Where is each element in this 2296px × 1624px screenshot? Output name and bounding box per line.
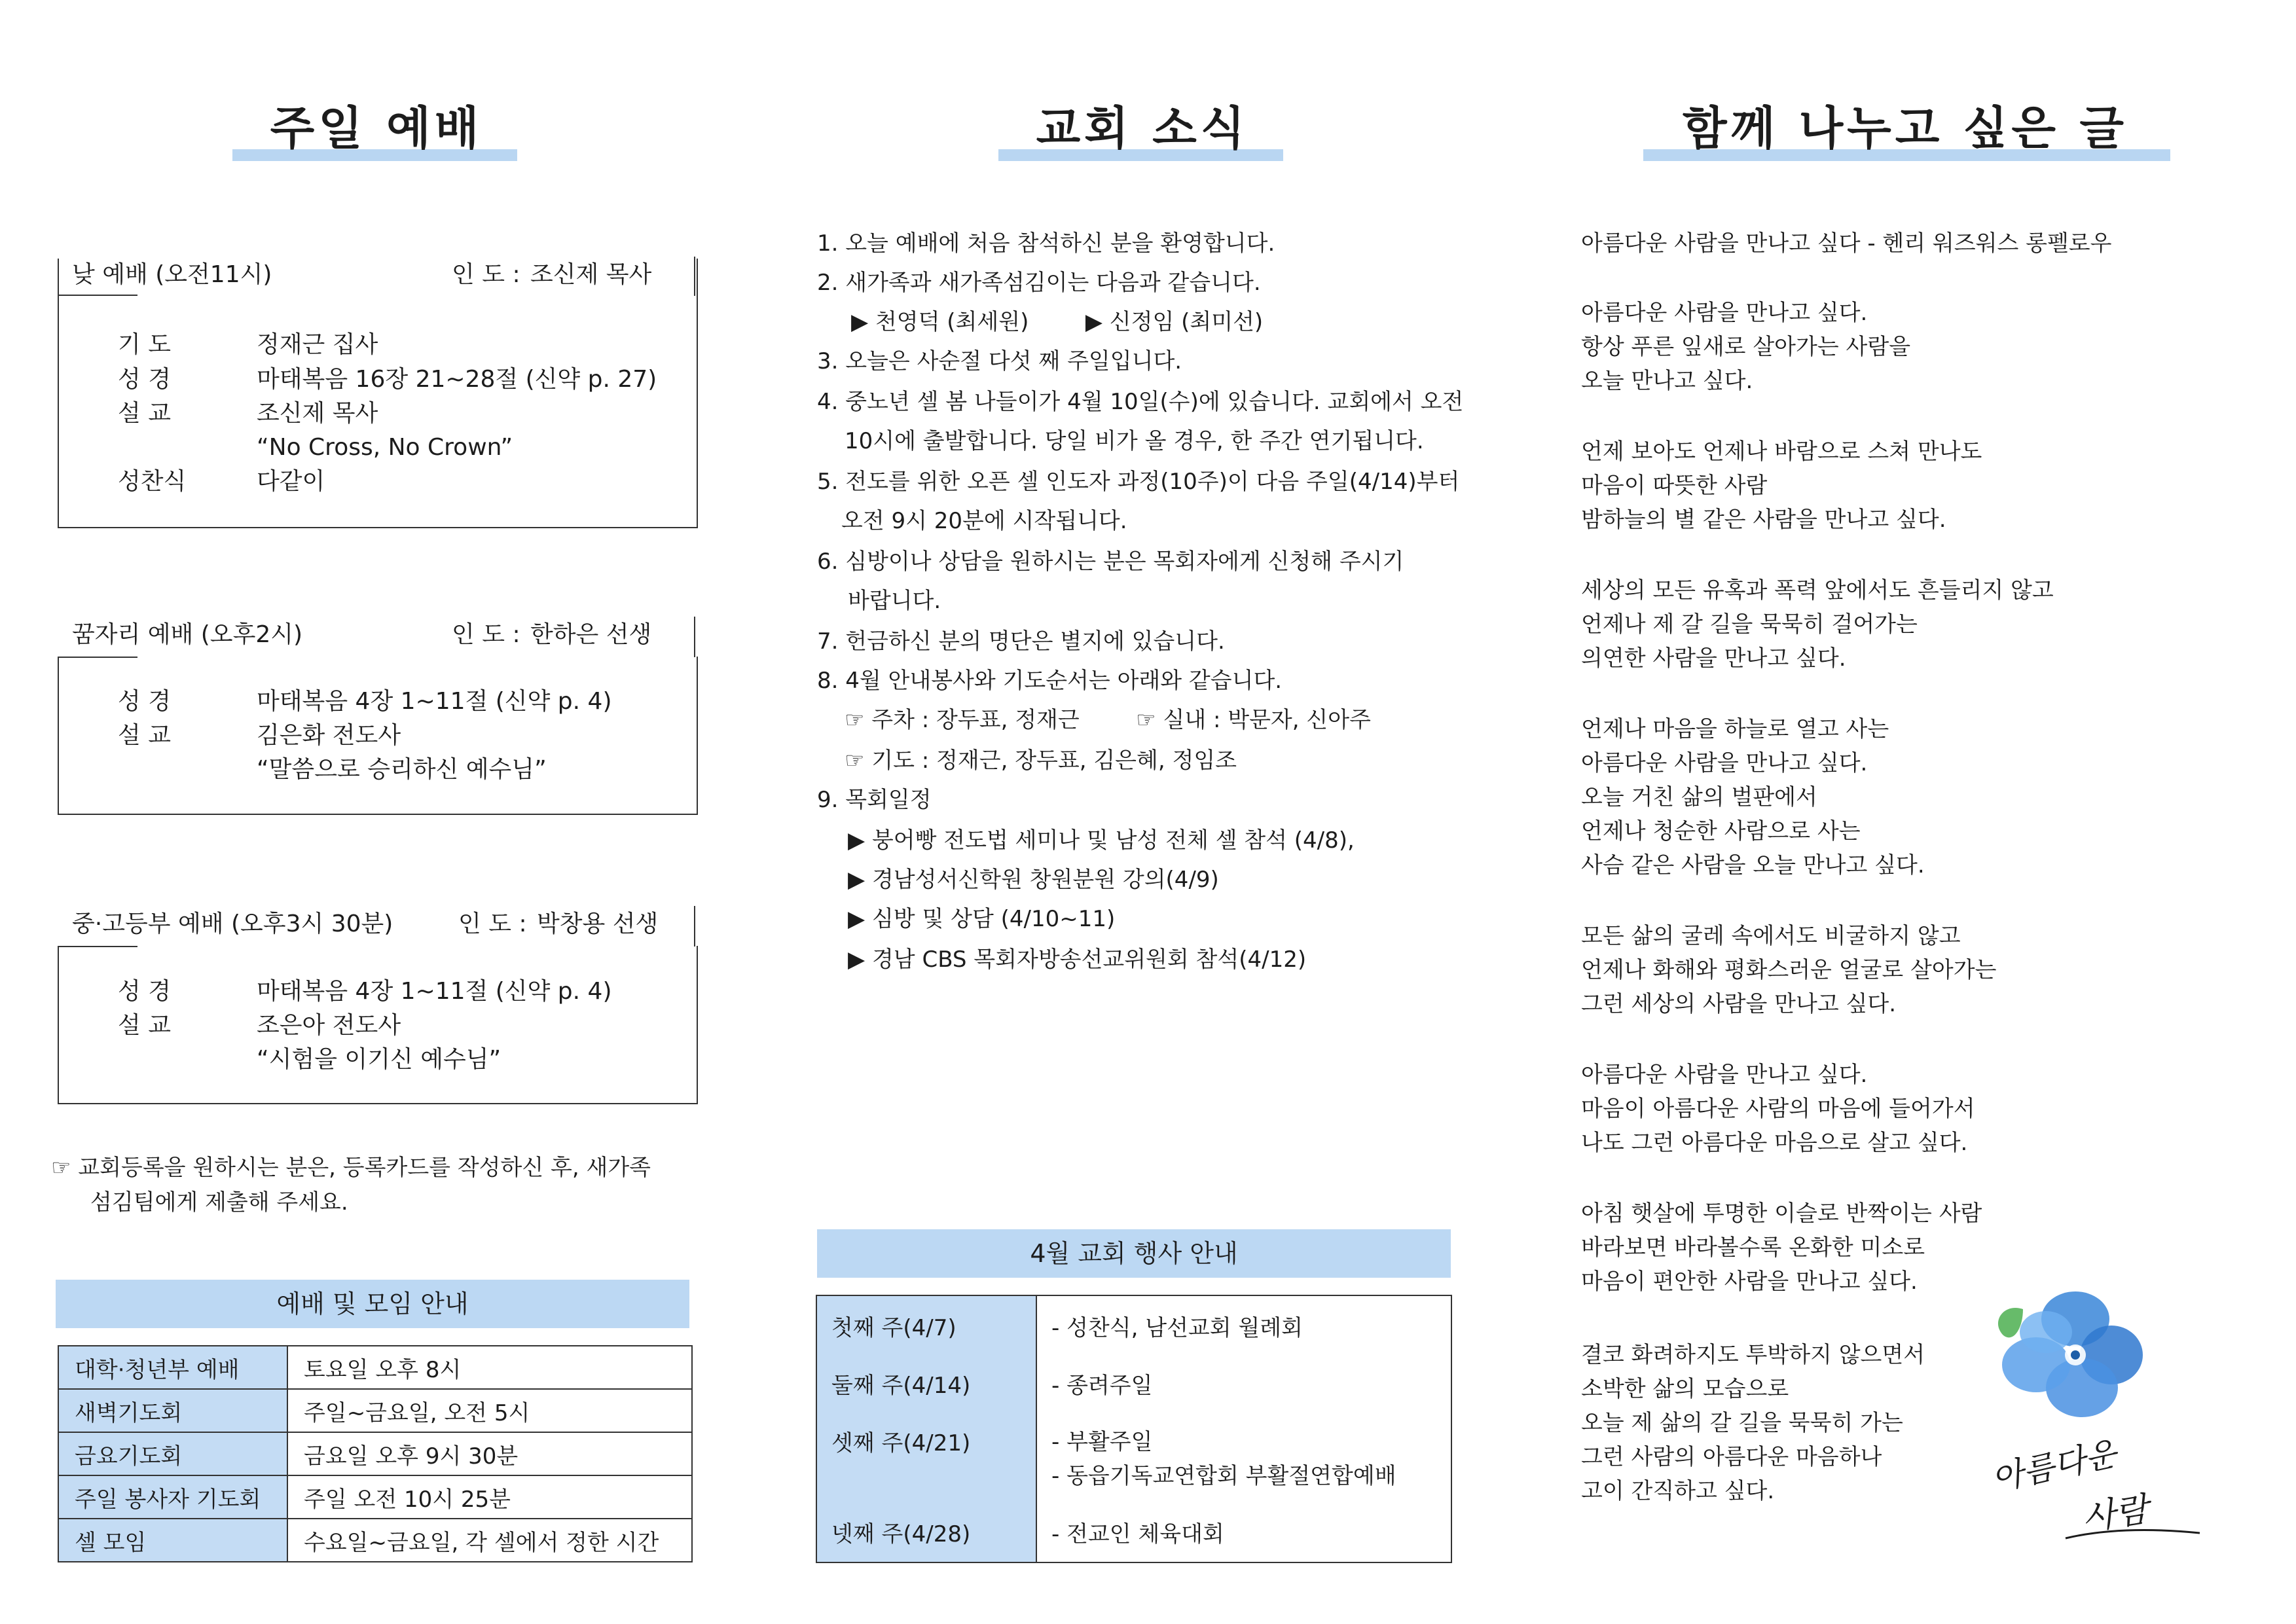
events-week: 셋째 주(4/21)	[816, 1411, 1036, 1502]
schedule-value: 토요일 오후 8시	[287, 1346, 692, 1389]
events-table	[816, 1295, 1452, 1563]
service-1-box-lefttop	[58, 295, 59, 296]
events-week: 둘째 주(4/14)	[816, 1356, 1036, 1411]
service-2-row-2-value: 김은화 전도사	[257, 722, 401, 749]
news-line: 3. 오늘은 사순절 다섯 째 주일입니다.	[817, 348, 1182, 374]
schedule-label: 금요기도회	[58, 1432, 287, 1475]
service-1-row-5-value: 다같이	[257, 468, 325, 495]
poem-line: 아름다운 사람을 만나고 싶다.	[1581, 1062, 1868, 1088]
service-3-box-topright	[694, 906, 695, 947]
service-2-row-1-value: 마태복음 4장 1~11절 (신약 p. 4)	[257, 688, 612, 715]
news-line: ▶ 심방 및 상담 (4/10~11)	[848, 906, 1116, 932]
events-item: - 종려주일	[1051, 1372, 1153, 1399]
schedule-value: 주일 오전 10시 25분	[287, 1475, 692, 1519]
flower-illustration	[1977, 1283, 2147, 1427]
service-1-row-4-value: “No Cross, No Crown”	[257, 434, 513, 461]
signature-line-2: 사람	[2080, 1490, 2151, 1538]
poem-line: 오늘 거친 삶의 벌판에서	[1581, 784, 1817, 810]
events-item: - 성찬식, 남선교회 월례회	[1051, 1315, 1303, 1341]
poem-line: 모든 삶의 굴레 속에서도 비굴하지 않고	[1581, 923, 1961, 949]
poem-line: 세상의 모든 유혹과 폭력 앞에서도 흔들리지 않고	[1581, 577, 2054, 604]
poem-line: 오늘 만나고 싶다.	[1581, 368, 1753, 394]
flower-icon	[1998, 1291, 2143, 1417]
poem-line: 언제나 화해와 평화스러운 얼굴로 살아가는	[1581, 957, 1997, 983]
schedule-row	[58, 1519, 692, 1562]
events-row	[816, 1502, 1451, 1562]
schedule-row	[58, 1389, 692, 1432]
schedule-table	[58, 1345, 693, 1562]
signature-underline	[2062, 1519, 2206, 1545]
poem-line: 나도 그런 아름다운 마음으로 살고 싶다.	[1581, 1130, 1968, 1156]
news-line: ▶ 천영덕 (최세원) ▶ 신정임 (최미선)	[851, 309, 1264, 335]
poem-line: 마음이 편안한 사람을 만나고 싶다.	[1581, 1269, 1918, 1295]
schedule-title-bar: 예배 및 모임 안내	[56, 1280, 689, 1328]
events-item: - 전교인 체육대회	[1051, 1521, 1224, 1547]
poem-line: 밤하늘의 별 같은 사람을 만나고 싶다.	[1581, 507, 1946, 533]
poem-line: 결코 화려하지도 투박하지 않으면서	[1581, 1342, 1925, 1368]
poem-line: 사슴 같은 사람을 오늘 만나고 싶다.	[1581, 852, 1925, 878]
service-1-leader: 조신제 목사	[530, 261, 652, 288]
poem-line: 아름다운 사람을 만나고 싶다.	[1581, 300, 1868, 326]
service-3-leader-label: 인 도 :	[458, 911, 527, 937]
poem-line: 항상 푸른 잎새로 살아가는 사람을	[1581, 334, 1911, 360]
schedule-value: 주일~금요일, 오전 5시	[287, 1389, 692, 1432]
events-row	[816, 1356, 1451, 1411]
news-line: ▶ 경남 CBS 목회자방송선교위원회 참석(4/12)	[848, 947, 1307, 973]
events-row	[816, 1295, 1451, 1356]
events-row	[816, 1411, 1451, 1502]
schedule-label: 주일 봉사자 기도회	[58, 1475, 287, 1519]
news-line: ▶ 붕어빵 전도법 세미나 및 남성 전체 셀 참석 (4/8),	[848, 827, 1355, 854]
news-line: 5. 전도를 위한 오픈 셀 인도자 과정(10주)이 다음 주일(4/14)부터	[817, 469, 1460, 495]
poem-line: 언제 보아도 언제나 바람으로 스쳐 만나도	[1581, 439, 1982, 465]
news-line: 바랍니다.	[848, 588, 941, 614]
schedule-value: 금요일 오후 9시 30분	[287, 1432, 692, 1475]
signature-line-1: 아름다운	[1988, 1434, 2120, 1498]
service-1-box-topright	[694, 257, 695, 296]
events-item: - 부활주일	[1051, 1429, 1153, 1455]
news-line: 2. 새가족과 새가족섬김이는 다음과 같습니다.	[817, 270, 1261, 296]
events-title-bar: 4월 교회 행사 안내	[817, 1229, 1451, 1278]
news-line: 1. 오늘 예배에 처음 참석하신 분을 환영합니다.	[817, 230, 1275, 257]
poem-line: 마음이 따뜻한 사람	[1581, 473, 1768, 499]
service-1-name: 낮 예배 (오전11시)	[72, 261, 272, 288]
news-line: 9. 목회일정	[817, 787, 932, 813]
poem-line: 언제나 마음을 하늘로 열고 사는	[1581, 716, 1889, 742]
service-1-leader-label: 인 도 :	[452, 261, 520, 288]
service-1-row-2-value: 마태복음 16장 21~28절 (신약 p. 27)	[257, 366, 657, 393]
events-items	[1036, 1411, 1451, 1502]
service-2-box-topright	[694, 617, 695, 657]
schedule-label: 대학·청년부 예배	[58, 1346, 287, 1389]
events-item: - 동읍기독교연합회 부활절연합예배	[1051, 1463, 1396, 1489]
news-line: 10시에 출발합니다. 당일 비가 올 경우, 한 주간 연기됩니다.	[845, 428, 1424, 454]
news-line: 8. 4월 안내봉사와 기도순서는 아래와 같습니다.	[817, 668, 1283, 694]
service-3-row-2-label: 설 교	[118, 1012, 171, 1039]
poem-line: 오늘 제 삶의 갈 길을 묵묵히 가는	[1581, 1410, 1903, 1436]
poem-line: 바라보면 바라볼수록 온화한 미소로	[1581, 1235, 1925, 1261]
registration-notice-line-1: ☞ 교회등록을 원하시는 분은, 등록카드를 작성하신 후, 새가족	[51, 1155, 651, 1181]
poem-line: 그런 사람의 아름다운 마음하나	[1581, 1444, 1882, 1470]
left-heading: 주일 예배	[270, 101, 483, 155]
schedule-row	[58, 1475, 692, 1519]
service-3-leader: 박창용 선생	[537, 911, 659, 937]
service-2-row-3-value: “말씀으로 승리하신 예수님”	[257, 756, 547, 783]
poem-line: 고이 간직하고 싶다.	[1581, 1478, 1775, 1504]
poem-line: 소박한 삶의 모습으로	[1581, 1376, 1789, 1402]
news-line: 6. 심방이나 상담을 원하시는 분은 목회자에게 신청해 주시기	[817, 549, 1404, 575]
service-2-name: 꿈자리 예배 (오후2시)	[72, 621, 303, 648]
service-3-row-2-value: 조은아 전도사	[257, 1012, 401, 1039]
service-2-row-1-label: 성 경	[118, 688, 171, 715]
registration-notice-line-2: 섬김팀에게 제출해 주세요.	[90, 1189, 348, 1216]
service-3-row-1-value: 마태복음 4장 1~11절 (신약 p. 4)	[257, 978, 612, 1005]
middle-heading: 교회 소식	[1036, 101, 1249, 155]
news-line: 7. 헌금하신 분의 명단은 별지에 있습니다.	[817, 628, 1225, 655]
news-line: 4. 중노년 셀 봄 나들이가 4월 10일(수)에 있습니다. 교회에서 오전	[817, 389, 1464, 415]
news-line: ☞ 기도 : 정재근, 장두표, 김은혜, 정임조	[845, 748, 1237, 774]
poem-line: 의연한 사람을 만나고 싶다.	[1581, 645, 1846, 672]
service-2-row-2-label: 설 교	[118, 722, 171, 749]
service-3-box-top	[58, 946, 137, 947]
schedule-label: 셀 모임	[58, 1519, 287, 1562]
schedule-label: 새벽기도회	[58, 1389, 287, 1432]
service-2-leader: 한하은 선생	[530, 621, 652, 648]
service-1-row-1-label: 기 도	[118, 331, 171, 358]
poem-line: 아침 햇살에 투명한 이슬로 반짝이는 사람	[1581, 1200, 1982, 1227]
poem-line: 그런 세상의 사람을 만나고 싶다.	[1581, 991, 1897, 1017]
news-line: ☞ 주차 : 장두표, 정재근 ☞ 실내 : 박문자, 신아주	[845, 707, 1371, 733]
poem-title: 아름다운 사람을 만나고 싶다 - 헨리 워즈워스 롱펠로우	[1581, 230, 2112, 257]
news-line: ▶ 경남성서신학원 창원분원 강의(4/9)	[848, 867, 1219, 893]
right-heading: 함께 나누고 싶은 글	[1682, 101, 2128, 155]
poem-line: 언제나 제 갈 길을 묵묵히 걸어가는	[1581, 611, 1918, 638]
schedule-value: 수요일~금요일, 각 셀에서 정한 시간	[287, 1519, 692, 1562]
poem-line: 마음이 아름다운 사람의 마음에 들어가서	[1581, 1096, 1975, 1122]
poem-line: 아름다운 사람을 만나고 싶다.	[1581, 750, 1868, 776]
service-1-row-1-value: 정재근 집사	[257, 331, 378, 358]
events-week: 넷째 주(4/28)	[816, 1502, 1036, 1562]
news-line: 오전 9시 20분에 시작됩니다.	[841, 508, 1127, 534]
service-2-leader-label: 인 도 :	[452, 621, 520, 648]
service-3-name: 중·고등부 예배 (오후3시 30분)	[72, 911, 393, 937]
events-week: 첫째 주(4/7)	[816, 1295, 1036, 1356]
service-2-box-top	[58, 657, 137, 658]
service-3-row-3-value: “시험을 이기신 예수님”	[257, 1046, 501, 1073]
poem-line: 언제나 청순한 사람으로 사는	[1581, 818, 1861, 844]
service-1-row-5-label: 성찬식	[118, 468, 187, 495]
service-1-row-2-label: 성 경	[118, 366, 171, 393]
service-1-row-3-label: 설 교	[118, 400, 171, 427]
service-1-row-3-value: 조신제 목사	[257, 400, 378, 427]
schedule-row	[58, 1432, 692, 1475]
service-3-row-1-label: 성 경	[118, 978, 171, 1005]
schedule-row	[58, 1346, 692, 1389]
